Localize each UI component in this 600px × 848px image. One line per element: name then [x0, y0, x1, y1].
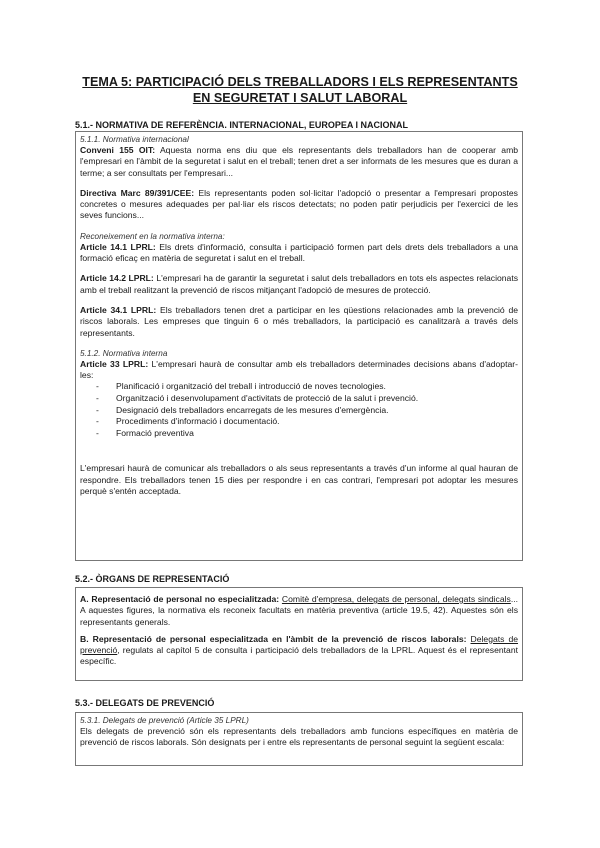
consultation-list: [80, 381, 518, 439]
list-item: - Formació preventiva: [96, 428, 518, 440]
list-item: - Organització i desenvolupament d'activitats de protecció de la salut i prevenció.: [96, 393, 518, 405]
representation-a-label: A. Representació de personal no especialitzada:: [80, 594, 280, 604]
representation-b-text: , regulats al capítol 5 de consulta i participació dels treballadors de la LPRL. Aquest és el representant específic.: [80, 645, 518, 667]
article-14-1-label: Article 14.1 LPRL:: [80, 241, 156, 252]
section-5-3-box: [75, 712, 523, 766]
reconeixement-label: Reconeixement en la normativa interna:: [80, 231, 225, 241]
representation-b-label: B. Representació de personal especialitzada en l'àmbit de la prevenció de riscos laborals:: [80, 633, 467, 644]
article-14-2-label: Article 14.2 LPRL:: [80, 273, 154, 284]
subsection-5-3-1: 5.3.1. Delegats de prevenció (Article 35 LPRL): [80, 716, 249, 725]
representation-a-text: ... A aquestes figures, la normativa els reconeix facultats en matèria preventiva (article 19.5, 42). Aquestes són els representants generals.: [80, 594, 519, 627]
directiva-label: Directiva Marc 89/391/CEE:: [80, 187, 195, 198]
article-34-1-paragraph: [80, 305, 518, 339]
conveni-text: Aquesta norma ens diu que els representants dels treballadors han de cooperar amb l'empresari en l'àmbit de la seguretat i salut en el treball; tenen dret a ser informats de les mesures que es duran a terme; a ser consultats per l'empresari...: [80, 145, 519, 178]
section-5-3-heading: 5.3.- DELEGATS DE PREVENCIÓ: [75, 698, 215, 708]
subsection-5-1-2: 5.1.2. Normativa interna: [80, 348, 168, 358]
representation-b-link[interactable]: Delegats de prevenció: [80, 633, 519, 656]
conveni-paragraph: [80, 145, 518, 179]
article-33-label: Article 33 LPRL:: [80, 358, 149, 369]
article-34-1-label: Article 34.1 LPRL:: [80, 304, 157, 315]
subsection-5-1-1: 5.1.1. Normativa internacional: [80, 135, 189, 144]
representation-a-link[interactable]: Comitè d'empresa, delegats de personal, delegats sindicals: [281, 594, 511, 604]
article-14-1-paragraph: [80, 242, 518, 265]
article-14-1-text: Els drets d'informació, consulta i participació formen part dels drets dels treballadors a una formació eficaç en matèria de seguretat i salut en el treball.: [80, 241, 519, 264]
article-34-1-text: Els treballadors tenen dret a participar en les qüestions relacionades amb la prevenció de riscos laborals. Les empreses que tinguin 6 o més treballadors, la participació es canalitzarà a través dels representants.: [80, 304, 519, 338]
representation-a-paragraph: [80, 594, 518, 628]
title-line-1: TEMA 5: PARTICIPACIÓ DELS TREBALLADORS I ELS REPRESENTANTS: [82, 75, 518, 89]
directiva-text: Els representants poden sol·licitar l'adopció o presentar a l'empresari propostes concretes o mesures adequades per pal·liar els riscos detectats; no poden patir perjudicis per l'exercici de les seves funcions...: [80, 187, 518, 221]
article-33-text: L'empresari haurà de consultar amb els treballadors determinades decisions abans d'adoptar-les:: [80, 358, 518, 381]
section-5-1-heading: 5.1.- NORMATIVA DE REFERÈNCIA. INTERNACIONAL, EUROPEA I NACIONAL: [75, 120, 409, 130]
conveni-label: Conveni 155 OIT:: [80, 145, 156, 155]
delegats-paragraph: Els delegats de prevenció són els representants dels treballadors amb funcions específiques en matèria de prevenció de riscos laborals. Són designats per i entre els representants de personal seguint la següent escala:: [80, 726, 518, 748]
section-5-2-heading: 5.2.- ÒRGANS DE REPRESENTACIÓ: [75, 574, 230, 584]
document-title: [60, 74, 540, 106]
closing-paragraph: L'empresari haurà de comunicar als treballadors o als seus representants a través d'un informe al qual hauran de respondre. Els treballadors tenen 15 dies per respondre i en cas contrari, l'empresari pot adoptar les mesures perquè s'entén acceptada.: [80, 463, 518, 497]
section-5-2-box: [75, 587, 523, 681]
list-item: - Procediments d'informació i documentació.: [96, 416, 518, 428]
representation-b-paragraph: [80, 634, 518, 668]
list-item: - Planificació i organització del treball i introducció de noves tecnologies.: [96, 381, 518, 393]
directiva-paragraph: [80, 188, 518, 222]
article-14-2-text: L'empresari ha de garantir la seguretat i salut dels treballadors en tots els aspectes relacionats amb el treball realitzant la prevenció de riscos mitjançant l'adopció de mesures de protecció.: [80, 273, 518, 295]
article-33-paragraph: [80, 359, 518, 382]
title-line-2: EN SEGURETAT I SALUT LABORAL: [192, 91, 408, 105]
section-5-1-box: [75, 131, 523, 561]
article-14-2-paragraph: [80, 273, 518, 296]
list-item: - Designació dels treballadors encarregats de les mesures d'emergència.: [96, 405, 518, 417]
